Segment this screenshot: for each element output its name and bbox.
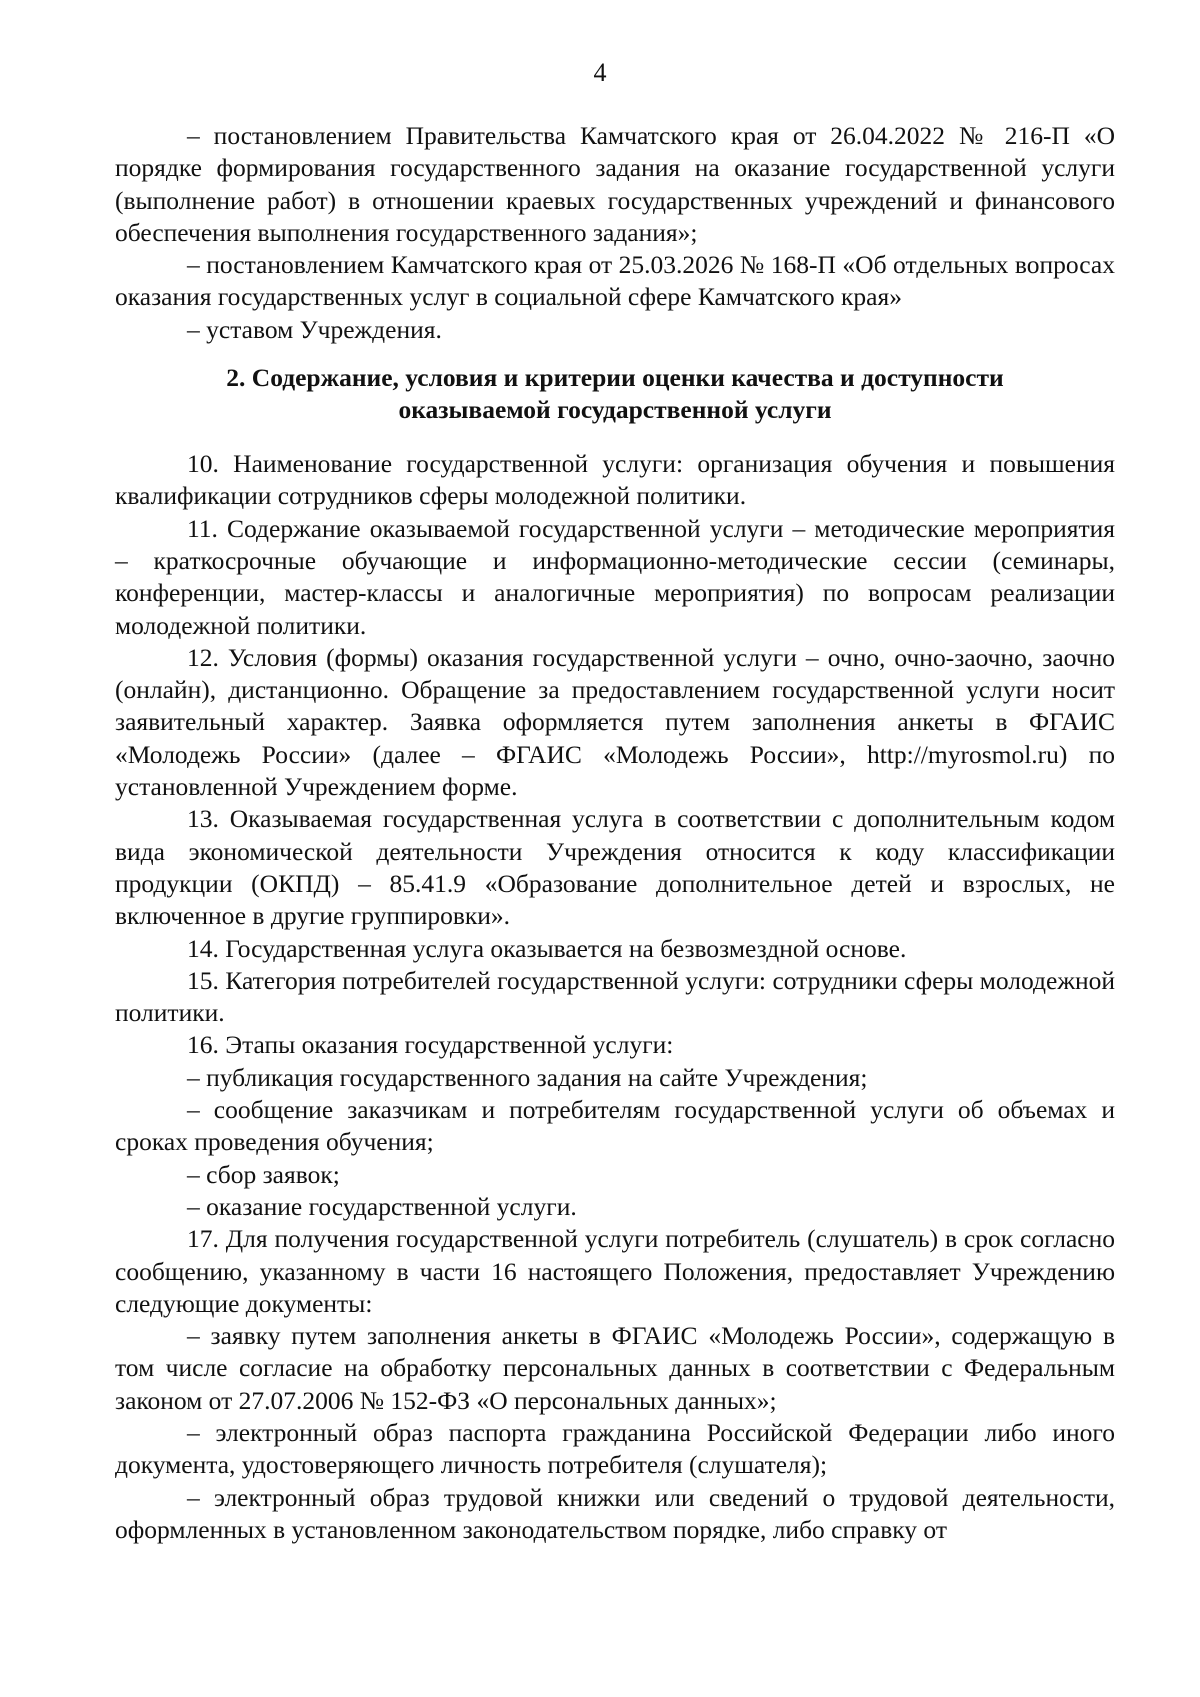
paragraph: 16. Этапы оказания государственной услуги: [187,1030,674,1060]
paragraph: 15. Категория потребителей государственной услуги: сотрудники сферы молодежной политики. [115,965,1115,1028]
document-body [115,120,1115,1546]
paragraph: – электронный образ трудовой книжки или сведений о трудовой деятельности, оформленных в установленном законодательством порядке, либо справку от [115,1482,1115,1544]
paragraph: 12. Условия (формы) оказания государственной услуги – очно, очно-заочно, заочно (онлайн), дистанционно. Обращение за предоставлением государственной услуги носит заявительный характер. Заявка оформляется путем заполнения анкеты в ФГАИС «Молодежь России» (далее – ФГАИС «Молодежь России», http://myrosmol.ru) по установленной Учреждением форме. [115,642,1115,802]
paragraph: – уставом Учреждения. [187,314,442,344]
paragraph: – постановлением Правительства Камчатского края от 26.04.2022 № 216-П «О порядке формирования государственного задания на оказание государственной услуги (выполнение работ) в отношении краевых государственных учреждений и финансового обеспечения выполнения государственного задания»; [115,121,1115,247]
paragraph: – сообщение заказчикам и потребителям государственной услуги об объемах и сроках проведения обучения; [115,1095,1115,1157]
section-heading [115,362,1115,426]
paragraph: 14. Государственная услуга оказывается на безвозмездной основе. [187,933,907,963]
section-heading-line: оказываемой государственной услуги [398,395,832,425]
paragraph: – постановлением Камчатского края от 25.03.2026 № 168-П «Об отдельных вопросах оказания государственных услуг в социальной сфере Камчатского края» [115,250,1115,312]
page-number: 4 [593,58,607,87]
section-heading-line: 2. Содержание, условия и критерии оценки качества и доступности [226,363,1004,393]
paragraph: 10. Наименование государственной услуги: организация обучения и повышения квалификации сотрудников сферы молодежной политики. [115,449,1115,511]
paragraph: – заявку путем заполнения анкеты в ФГАИС «Молодежь России», содержащую в том числе согласие на обработку персональных данных в соответствии с Федеральным законом от 27.07.2006 № 152-ФЗ «О персональных данных»; [115,1321,1115,1415]
paragraph: – сбор заявок; [187,1159,340,1189]
paragraph: – электронный образ паспорта гражданина Российской Федерации либо иного документа, удостоверяющего личность потребителя (слушателя); [115,1417,1115,1480]
paragraph: 11. Содержание оказываемой государственной услуги – методические мероприятия – краткосрочные обучающие и информационно-методические сессии (семинары, конференции, мастер-классы и аналогичные мероприятия) по вопросам реализации молодежной политики. [115,513,1115,640]
paragraph: – публикация государственного задания на сайте Учреждения; [187,1062,868,1092]
paragraph: 13. Оказываемая государственная услуга в соответствии с дополнительным кодом вида экономической деятельности Учреждения относится к коду классификации продукции (ОКПД) – 85.41.9 «Образование дополнительное детей и взрослых, не включенное в другие группировки». [115,804,1115,931]
paragraph: – оказание государственной услуги. [187,1191,577,1221]
paragraph: 17. Для получения государственной услуги потребитель (слушатель) в срок согласно сообщению, указанному в части 16 настоящего Положения, предоставляет Учреждению следующие документы: [115,1224,1115,1318]
